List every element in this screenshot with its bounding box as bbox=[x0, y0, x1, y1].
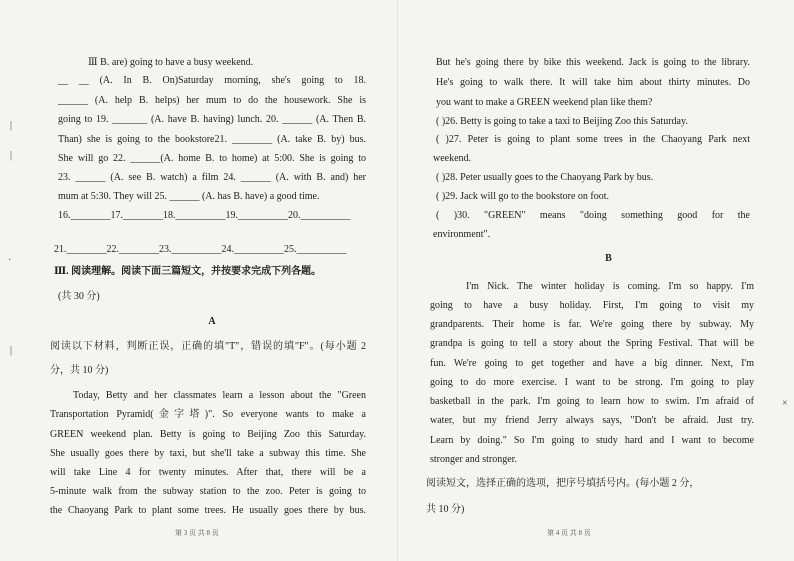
page-footer: 第 4 页 共 8 页 bbox=[547, 529, 591, 537]
text-line: ______ (A. help B. helps) her mum to do the housework. She is bbox=[58, 95, 366, 106]
text-line: She will go 22. ______(A. home B. to home) at 5:00. She is going to bbox=[58, 153, 366, 164]
question-28: ( )28. Peter usually goes to the Chaoyang Park by bus. bbox=[436, 172, 654, 183]
text-line: going to have a busy holiday. First, I'm going to visit my bbox=[430, 300, 754, 311]
text-line: I'm Nick. The winter holiday is coming. I'm so happy. I'm bbox=[466, 281, 754, 292]
binding-mark: × bbox=[782, 398, 788, 409]
instruction: 分，共 10 分) bbox=[50, 365, 109, 376]
question-30: ( )30. "GREEN" means "doing something good for the bbox=[436, 210, 750, 221]
text-line: He's going to walk there. It will take him about thirty minutes. Do bbox=[436, 77, 750, 88]
text-line: stronger and stronger. bbox=[430, 454, 517, 465]
section-heading: Ⅲ. 阅读理解。阅读下面三篇短文，并按要求完成下列各题。 bbox=[54, 266, 322, 277]
binding-mark: | bbox=[10, 120, 13, 131]
binding-mark: · bbox=[8, 255, 12, 266]
text-line: Today, Betty and her classmates learn a lesson about the "Green bbox=[73, 390, 366, 401]
question-26: ( )26. Betty is going to take a taxi to Beijing Zoo this Saturday. bbox=[436, 116, 688, 127]
instruction: 阅读短文，选择正确的选项，把序号填括号内。(每小题 2 分， bbox=[426, 478, 700, 489]
text-line: 23. ______ (A. see B. watch) a film 24. ______ (A. with B. and) her bbox=[58, 172, 366, 183]
text-line: Learn by doing." So I'm going to study hard and I want to become bbox=[430, 435, 754, 446]
question-29: ( )29. Jack will go to the bookstore on foot. bbox=[436, 191, 610, 202]
page-footer: 第 3 页 共 8 页 bbox=[175, 529, 219, 537]
passage-title: A bbox=[208, 316, 216, 327]
text-line: GREEN weekend plan. Betty is going to Beijing Zoo this Saturday. bbox=[50, 429, 366, 440]
text-line: weekend. bbox=[433, 153, 472, 164]
text-line: She usually goes there by taxi, but she'll take a subway this time. She bbox=[50, 448, 366, 459]
answer-blanks: 16.________17.________18.__________19.__________20.__________ bbox=[58, 210, 351, 221]
instruction: 阅读以下材料，判断正误，正确的填"T"，错误的填"F"。(每小题 2 bbox=[50, 341, 366, 352]
text-line: will take Line 4 for twenty minutes. After that, there will be a bbox=[50, 467, 366, 478]
text-line: __ __ (A. In B. On)Saturday morning, she's going to 18. bbox=[58, 75, 366, 86]
text-line: basketball in the park. I'm going to learn how to swim. I'm afraid of bbox=[430, 396, 754, 407]
text-line: you want to make a GREEN weekend plan like them? bbox=[436, 97, 653, 108]
instruction: 共 10 分) bbox=[426, 504, 465, 515]
text-line: environment". bbox=[433, 229, 491, 240]
text-line: 5-minute walk from the subway station to the zoo. Peter is going to bbox=[50, 486, 366, 497]
right-page bbox=[397, 0, 794, 561]
text-line: going to 19. _______ (A. have B. having) lunch. 20. ______ (A. Then B. bbox=[58, 114, 366, 125]
question-27: ( )27. Peter is going to plant some trees in the Chaoyang Park next bbox=[436, 134, 750, 145]
section-points: (共 30 分) bbox=[58, 291, 100, 302]
text-line: the Chaoyang Park to plant some trees. He usually goes there by bus. bbox=[50, 505, 366, 516]
text-line: But he's going there by bike this weekend. Jack is going to the library. bbox=[436, 57, 750, 68]
text-line: Ⅲ B. are) going to have a busy weekend. bbox=[88, 57, 254, 68]
text-line: Than) she is going to the bookstore21. ________ (A. take B. by) bus. bbox=[58, 134, 366, 145]
text-line: grandparents. Their home is far. We're going there by subway. My bbox=[430, 319, 754, 330]
text-line: Transportation Pyramid(金字塔)". So everyone wants to make a bbox=[50, 409, 366, 420]
binding-mark: | bbox=[10, 150, 13, 161]
text-line: grandpa is going to tell a story about the Spring Festival. That will be bbox=[430, 338, 754, 349]
text-line: going to do more exercise. I want to be strong. I'm going to play bbox=[430, 377, 754, 388]
passage-title: B bbox=[605, 253, 612, 264]
text-line: fun. We're going to get together and have a big dinner. Next, I'm bbox=[430, 358, 754, 369]
text-line: water, but my friend Jerry always says, "Don't be afraid. Just try. bbox=[430, 415, 754, 426]
text-line: mum at 5:30. They will 25. ______ (A. has B. have) a good time. bbox=[58, 191, 320, 202]
answer-blanks: 21.________22.________23.__________24.__________25.__________ bbox=[54, 244, 347, 255]
binding-mark: | bbox=[10, 345, 13, 356]
